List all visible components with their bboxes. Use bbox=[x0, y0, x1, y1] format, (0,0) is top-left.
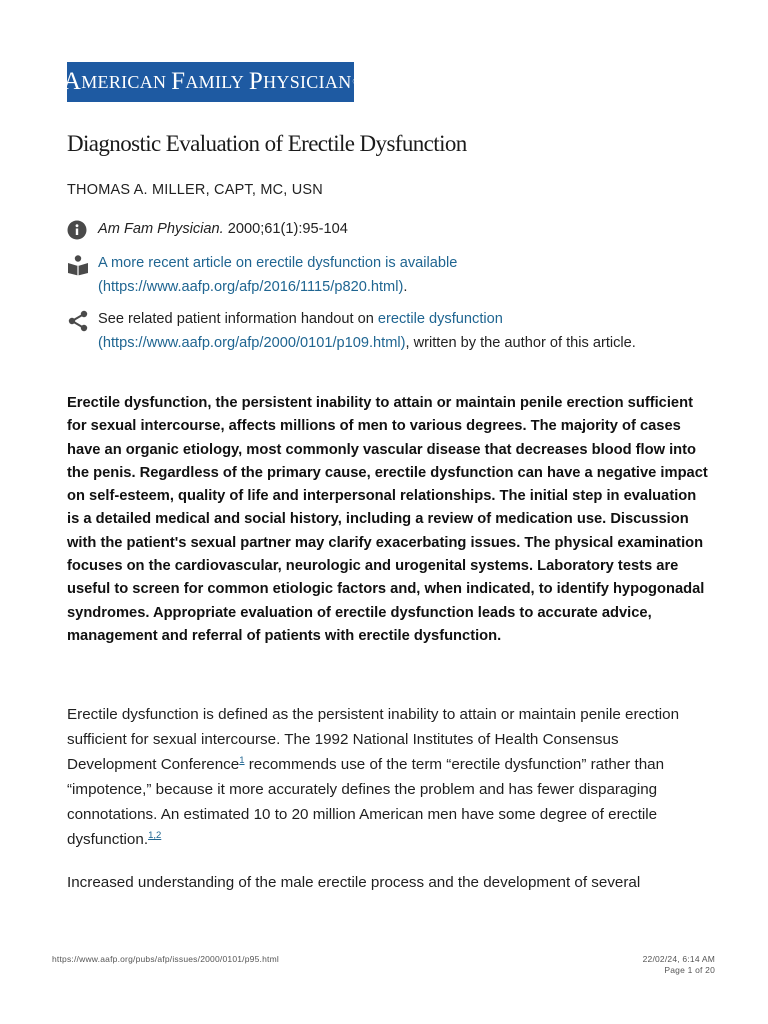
logo-letter: P bbox=[248, 68, 264, 95]
related-handout-notice bbox=[67, 308, 707, 355]
logo-text: AMILY bbox=[185, 71, 245, 92]
reference-link[interactable]: 1,2 bbox=[148, 830, 162, 841]
reference-1-2 bbox=[148, 830, 161, 841]
footer-meta bbox=[643, 954, 715, 976]
related-handout-link[interactable]: erectile dysfunction (https://www.aafp.org/afp/2000/0101/p109.html) bbox=[98, 311, 503, 351]
related-suffix: , written by the author of this article. bbox=[405, 334, 636, 351]
article-author: THOMAS A. MILLER, CAPT, MC, USN bbox=[67, 182, 323, 198]
logo-text: MERICAN bbox=[81, 71, 167, 92]
recent-article-suffix: . bbox=[403, 278, 408, 295]
footer-page-number: Page 1 of 20 bbox=[664, 965, 715, 975]
journal-abbrev: Am Fam Physician. bbox=[98, 221, 224, 237]
paragraph-text: Erectile dysfunction is defined as the persistent inability to attain or maintain penile erection sufficient for sexual intercourse. The 1992 National Institutes of Health Consensus Development Conference bbox=[67, 706, 680, 773]
logo-letter: F bbox=[171, 68, 186, 95]
citation-row bbox=[67, 218, 707, 245]
book-reader-icon bbox=[67, 252, 98, 299]
footer-timestamp: 22/02/24, 6:14 AM bbox=[642, 954, 715, 964]
article-abstract: Erectile dysfunction, the persistent inability to attain or maintain penile erection sufficient for sexual intercourse, affects millions of men to various degrees. The majority of cases have an organic etiology, most commonly vascular disease that decreases blood flow into the penis. Regardless of the primary cause, erectile dysfunction can have a negative impact on self-esteem, quality of life and interpersonal relationships. The initial step in evaluation is a detailed medical and social history, including a review of medication use. Discussion with the patient's sexual partner may clarify exacerbating issues. The physical examination focuses on the cardiovascular, neurologic and urogenital systems. Laboratory tests are useful to screen for common etiologic factors and, when indicated, to identify hypogonadal syndromes. Appropriate evaluation of erectile dysfunction leads to accurate advice, management and referral of patients with erectile dysfunction. bbox=[67, 395, 708, 644]
footer-url: https://www.aafp.org/pubs/afp/issues/2000/0101/p95.html bbox=[52, 954, 279, 964]
related-prefix: See related patient information handout on bbox=[98, 311, 378, 327]
body-paragraph-2: Increased understanding of the male erectile process and the development of several bbox=[67, 874, 641, 891]
citation-text bbox=[98, 218, 348, 245]
share-icon bbox=[67, 308, 98, 355]
paragraph-text: recommends use of the term “erectile dysfunction” rather than “impotence,” because it more accurately defines the problem and has fewer disparaging connotations. An estimated 10 to 20 million American men have some degree of erectile dysfunction. bbox=[67, 756, 665, 848]
registered-mark: ® bbox=[352, 78, 359, 86]
related-handout-text bbox=[98, 308, 707, 355]
body-paragraph-1 bbox=[67, 702, 707, 852]
logo-letter: A bbox=[62, 68, 82, 95]
article-title: Diagnostic Evaluation of Erectile Dysfunction bbox=[67, 131, 467, 156]
citation-details: 2000;61(1):95-104 bbox=[223, 221, 348, 237]
recent-article-text bbox=[98, 252, 707, 299]
journal-logo[interactable] bbox=[62, 62, 359, 102]
recent-article-notice bbox=[67, 252, 707, 299]
info-icon bbox=[67, 218, 98, 245]
logo-text: HYSICIAN bbox=[263, 71, 352, 92]
reference-link[interactable]: 1 bbox=[239, 755, 245, 766]
recent-article-link[interactable]: A more recent article on erectile dysfunction is available (https://www.aafp.org/afp/2016/1115/p820.html) bbox=[98, 255, 458, 295]
